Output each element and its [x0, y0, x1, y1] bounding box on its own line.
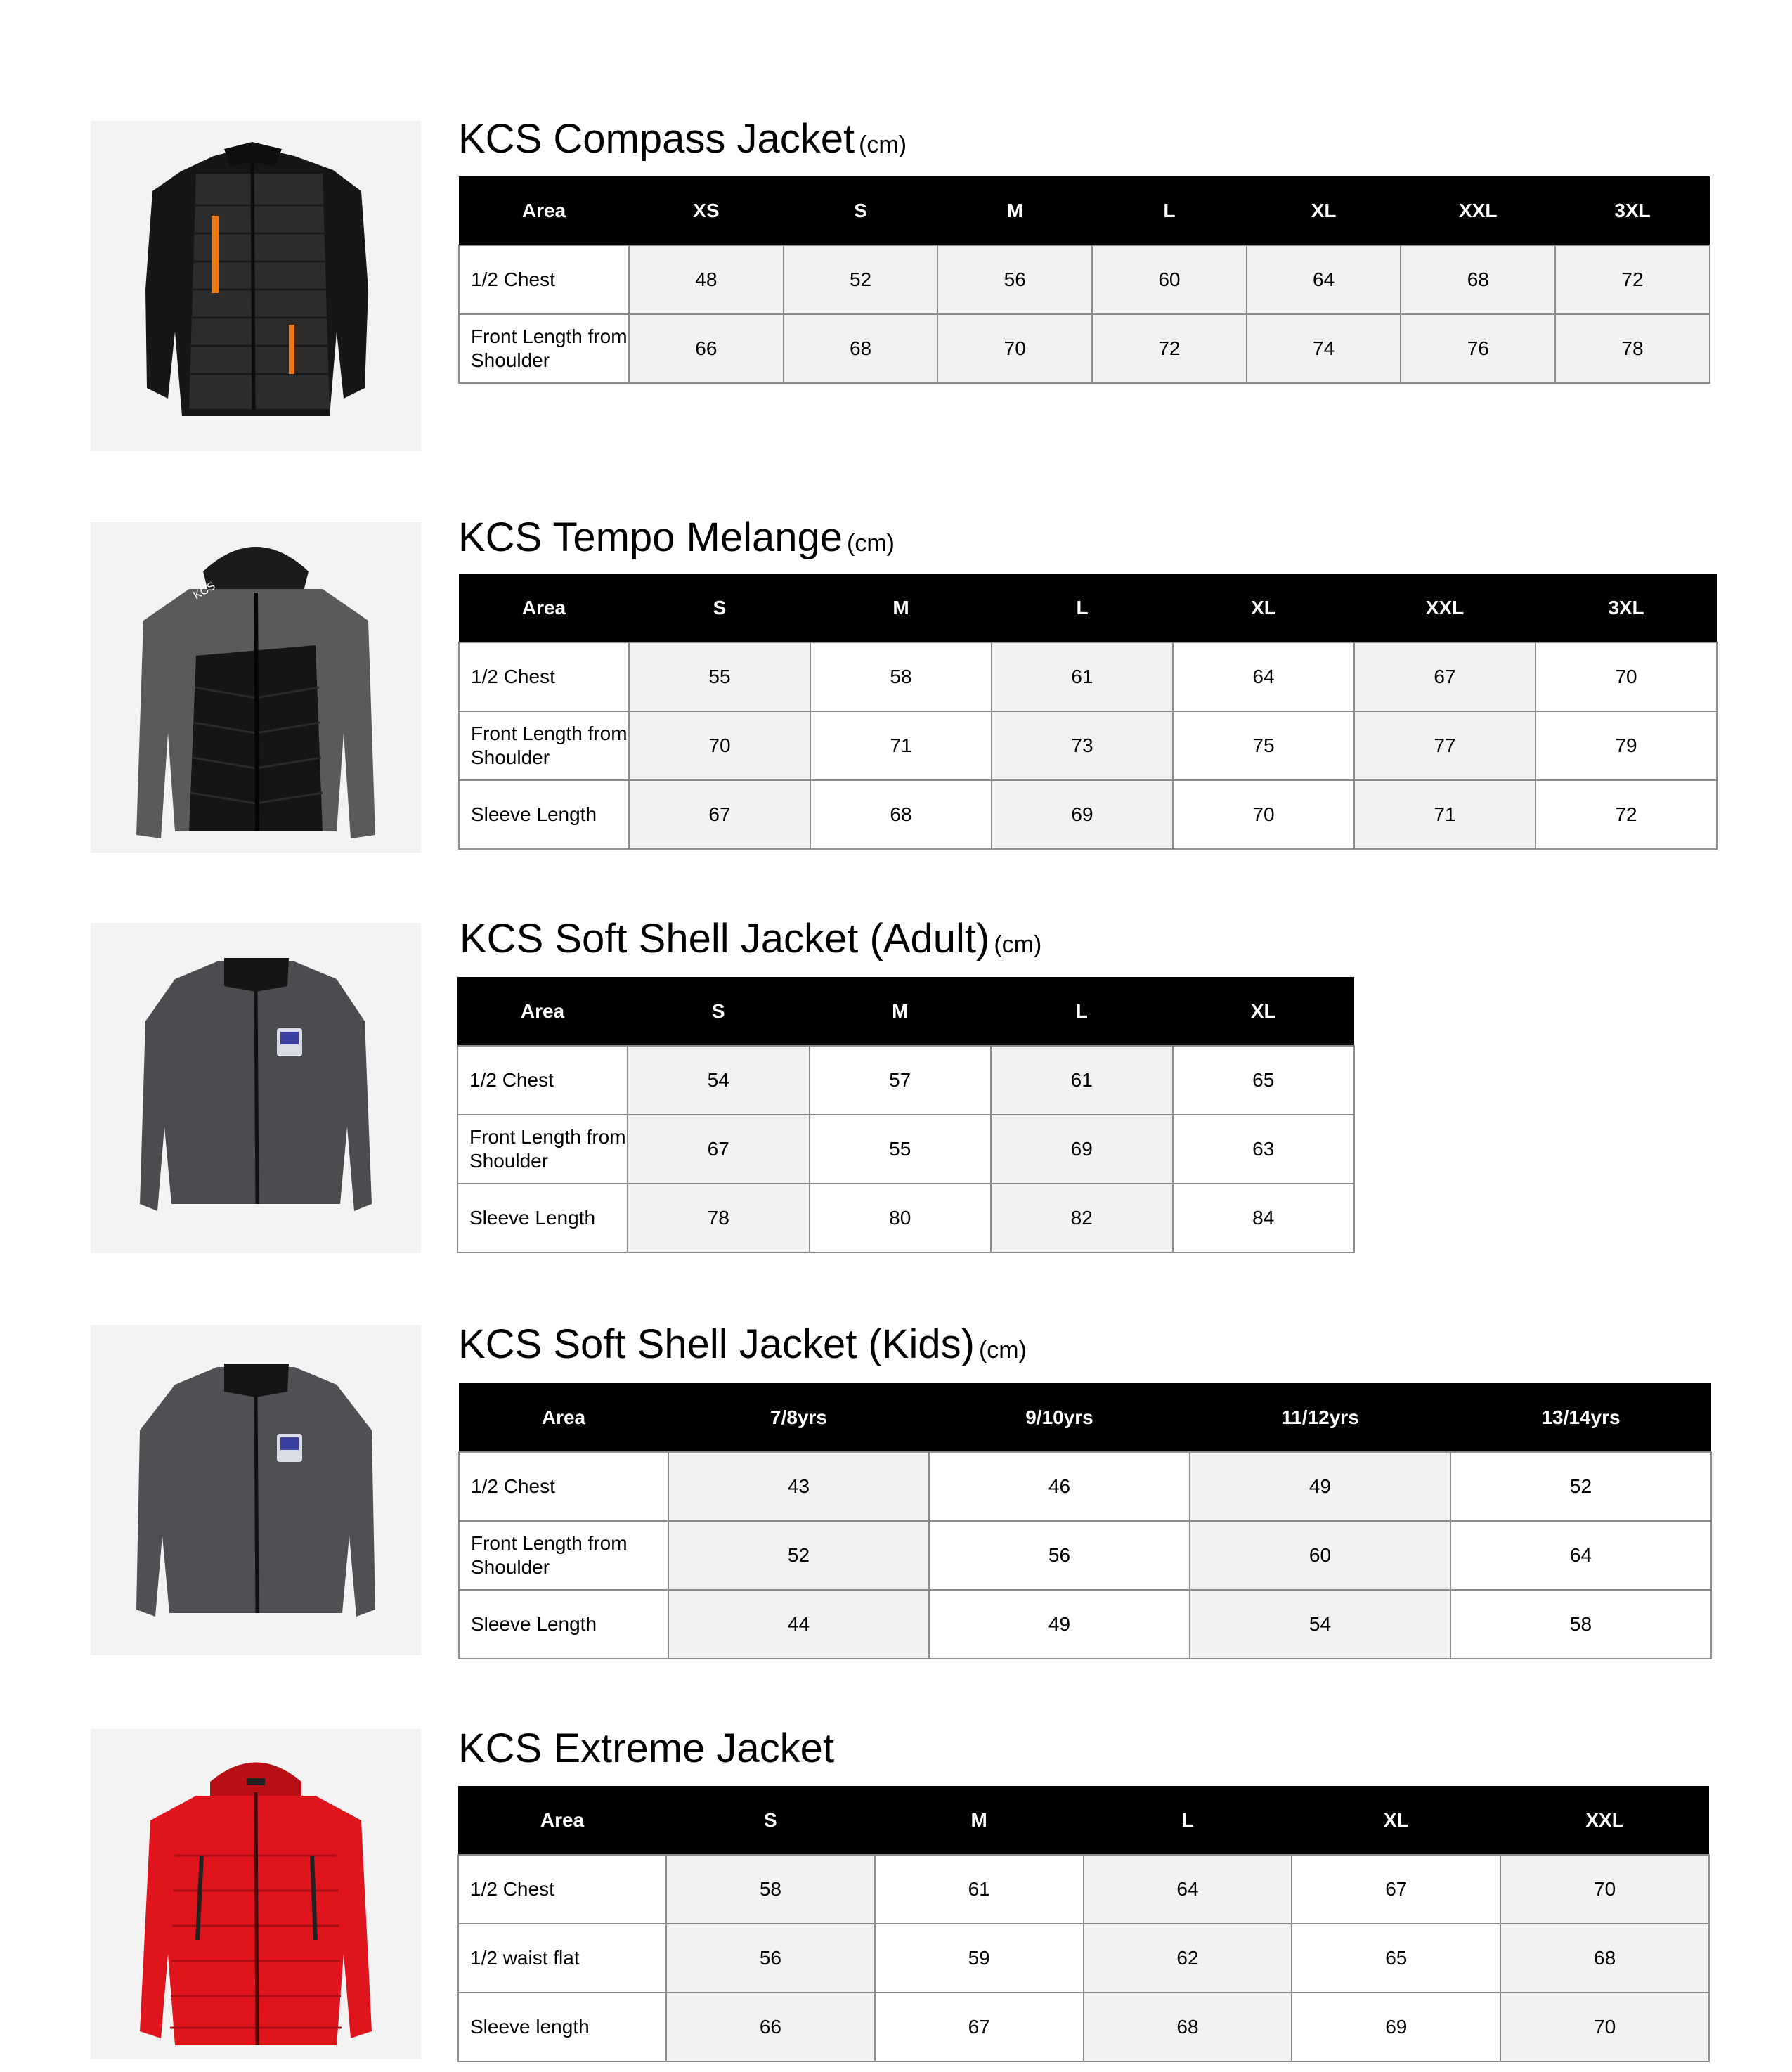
size-value: 66: [629, 314, 784, 383]
jacket-photo-compass: [91, 121, 421, 451]
header-cell: 9/10yrs: [929, 1383, 1190, 1452]
table-row: [457, 1184, 1354, 1252]
table-row: [458, 1924, 1709, 1993]
size-table: [458, 1383, 1712, 1659]
size-value: 71: [1354, 780, 1535, 849]
size-value: 49: [1190, 1452, 1450, 1521]
size-value: 68: [784, 314, 938, 383]
header-cell: S: [628, 977, 810, 1046]
size-value: 68: [1500, 1924, 1709, 1993]
table-row: [459, 245, 1710, 314]
size-value: 69: [992, 780, 1173, 849]
header-cell: XXL: [1500, 1786, 1709, 1855]
size-value: 54: [1190, 1590, 1450, 1659]
jacket-photo-tempo: [91, 522, 421, 853]
size-value: 56: [929, 1521, 1190, 1590]
jacket-photo-softshell-kids: [91, 1325, 421, 1655]
size-table: [457, 1786, 1710, 2062]
size-value: 68: [810, 780, 992, 849]
size-value: 60: [1190, 1521, 1450, 1590]
chart-title: KCS Soft Shell Jacket (Adult) (cm): [460, 916, 1042, 961]
size-value: 59: [875, 1924, 1084, 1993]
row-label: 1/2 Chest: [459, 642, 629, 711]
chart-title: KCS Extreme Jacket: [458, 1725, 835, 1771]
red-puffer-jacket-icon: [91, 1729, 421, 2059]
size-value: 52: [1450, 1452, 1711, 1521]
row-label: Front Length from Shoulder: [459, 1521, 668, 1590]
row-label: Sleeve Length: [459, 1590, 668, 1659]
size-value: 69: [991, 1115, 1173, 1184]
row-label: Front Length from Shoulder: [459, 314, 629, 383]
header-cell: XL: [1173, 977, 1355, 1046]
row-label: Sleeve length: [458, 1993, 666, 2061]
table-row: [459, 1452, 1711, 1521]
size-value: 73: [992, 711, 1173, 780]
row-label: 1/2 Chest: [458, 1855, 666, 1924]
size-value: 70: [1535, 642, 1717, 711]
row-label: Front Length from Shoulder: [459, 711, 629, 780]
size-table: [457, 977, 1355, 1253]
header-cell: L: [1084, 1786, 1292, 1855]
header-cell: S: [666, 1786, 875, 1855]
size-value: 75: [1173, 711, 1354, 780]
table-row: [457, 1046, 1354, 1115]
size-value: 82: [991, 1184, 1173, 1252]
row-label: 1/2 Chest: [459, 1452, 668, 1521]
grey-softshell-jacket-adult-icon: [91, 923, 421, 1253]
chart-title: KCS Tempo Melange (cm): [458, 514, 895, 560]
row-label: 1/2 waist flat: [458, 1924, 666, 1993]
header-cell: L: [1092, 176, 1247, 245]
size-value: 64: [1247, 245, 1401, 314]
size-table: [458, 176, 1710, 384]
header-cell: XL: [1292, 1786, 1500, 1855]
size-value: 61: [991, 1046, 1173, 1115]
size-value: 64: [1173, 642, 1354, 711]
header-cell: Area: [459, 176, 629, 245]
size-value: 56: [937, 245, 1092, 314]
table-row: [459, 711, 1717, 780]
size-value: 72: [1092, 314, 1247, 383]
size-value: 58: [1450, 1590, 1711, 1659]
size-value: 67: [1292, 1855, 1500, 1924]
header-cell: M: [810, 977, 992, 1046]
row-label: 1/2 Chest: [459, 245, 629, 314]
header-cell: XXL: [1401, 176, 1555, 245]
header-cell: 3XL: [1535, 574, 1717, 642]
size-value: 61: [992, 642, 1173, 711]
size-value: 55: [629, 642, 810, 711]
size-value: 78: [628, 1184, 810, 1252]
table-row: [459, 642, 1717, 711]
header-cell: L: [991, 977, 1173, 1046]
jacket-photo-extreme: [91, 1729, 421, 2059]
size-value: 77: [1354, 711, 1535, 780]
size-value: 58: [810, 642, 992, 711]
table-row: [458, 1855, 1709, 1924]
black-orange-hybrid-jacket-icon: [91, 121, 421, 451]
header-cell: S: [784, 176, 938, 245]
header-cell: Area: [458, 1786, 666, 1855]
header-cell: Area: [457, 977, 628, 1046]
size-value: 70: [629, 711, 810, 780]
header-cell: 13/14yrs: [1450, 1383, 1711, 1452]
size-value: 70: [1500, 1993, 1709, 2061]
size-value: 54: [628, 1046, 810, 1115]
size-value: 44: [668, 1590, 929, 1659]
size-value: 67: [875, 1993, 1084, 2061]
header-cell: XS: [629, 176, 784, 245]
size-value: 67: [1354, 642, 1535, 711]
header-cell: 3XL: [1555, 176, 1710, 245]
grey-softshell-jacket-kids-icon: [91, 1325, 421, 1655]
size-value: 64: [1450, 1521, 1711, 1590]
size-value: 57: [810, 1046, 992, 1115]
size-value: 65: [1292, 1924, 1500, 1993]
size-value: 63: [1173, 1115, 1355, 1184]
size-value: 70: [1173, 780, 1354, 849]
header-cell: Area: [459, 574, 629, 642]
row-label: Front Length from Shoulder: [457, 1115, 628, 1184]
svg-text:KCS: KCS: [191, 580, 218, 602]
size-value: 78: [1555, 314, 1710, 383]
size-value: 67: [629, 780, 810, 849]
size-value: 69: [1292, 1993, 1500, 2061]
size-value: 67: [628, 1115, 810, 1184]
black-grey-hooded-jacket-icon: [91, 522, 421, 853]
header-cell: XL: [1173, 574, 1354, 642]
size-value: 64: [1084, 1855, 1292, 1924]
size-value: 68: [1401, 245, 1555, 314]
header-cell: S: [629, 574, 810, 642]
size-value: 80: [810, 1184, 992, 1252]
row-label: Sleeve Length: [459, 780, 629, 849]
chart-title: KCS Compass Jacket (cm): [458, 116, 907, 162]
header-cell: 7/8yrs: [668, 1383, 929, 1452]
size-value: 58: [666, 1855, 875, 1924]
table-row: [459, 780, 1717, 849]
row-label: 1/2 Chest: [457, 1046, 628, 1115]
size-value: 84: [1173, 1184, 1355, 1252]
header-cell: XXL: [1354, 574, 1535, 642]
table-row: [459, 1590, 1711, 1659]
size-value: 71: [810, 711, 992, 780]
size-value: 61: [875, 1855, 1084, 1924]
chart-title: KCS Soft Shell Jacket (Kids) (cm): [458, 1321, 1027, 1367]
row-label: Sleeve Length: [457, 1184, 628, 1252]
size-value: 74: [1247, 314, 1401, 383]
jacket-photo-softshell-adult: [91, 923, 421, 1253]
size-value: 79: [1535, 711, 1717, 780]
header-cell: 11/12yrs: [1190, 1383, 1450, 1452]
size-value: 72: [1535, 780, 1717, 849]
size-value: 55: [810, 1115, 992, 1184]
size-value: 68: [1084, 1993, 1292, 2061]
size-value: 56: [666, 1924, 875, 1993]
header-cell: L: [992, 574, 1173, 642]
size-value: 60: [1092, 245, 1247, 314]
size-value: 49: [929, 1590, 1190, 1659]
header-cell: Area: [459, 1383, 668, 1452]
header-cell: M: [810, 574, 992, 642]
size-value: 70: [1500, 1855, 1709, 1924]
table-row: [459, 314, 1710, 383]
header-cell: M: [875, 1786, 1084, 1855]
size-table: [458, 574, 1718, 850]
size-value: 48: [629, 245, 784, 314]
header-cell: XL: [1247, 176, 1401, 245]
size-value: 43: [668, 1452, 929, 1521]
size-value: 62: [1084, 1924, 1292, 1993]
table-row: [458, 1993, 1709, 2061]
size-value: 52: [668, 1521, 929, 1590]
size-value: 52: [784, 245, 938, 314]
size-value: 72: [1555, 245, 1710, 314]
size-value: 70: [937, 314, 1092, 383]
table-row: [459, 1521, 1711, 1590]
size-value: 66: [666, 1993, 875, 2061]
size-value: 65: [1173, 1046, 1355, 1115]
header-cell: M: [937, 176, 1092, 245]
size-value: 76: [1401, 314, 1555, 383]
table-row: [457, 1115, 1354, 1184]
size-value: 46: [929, 1452, 1190, 1521]
